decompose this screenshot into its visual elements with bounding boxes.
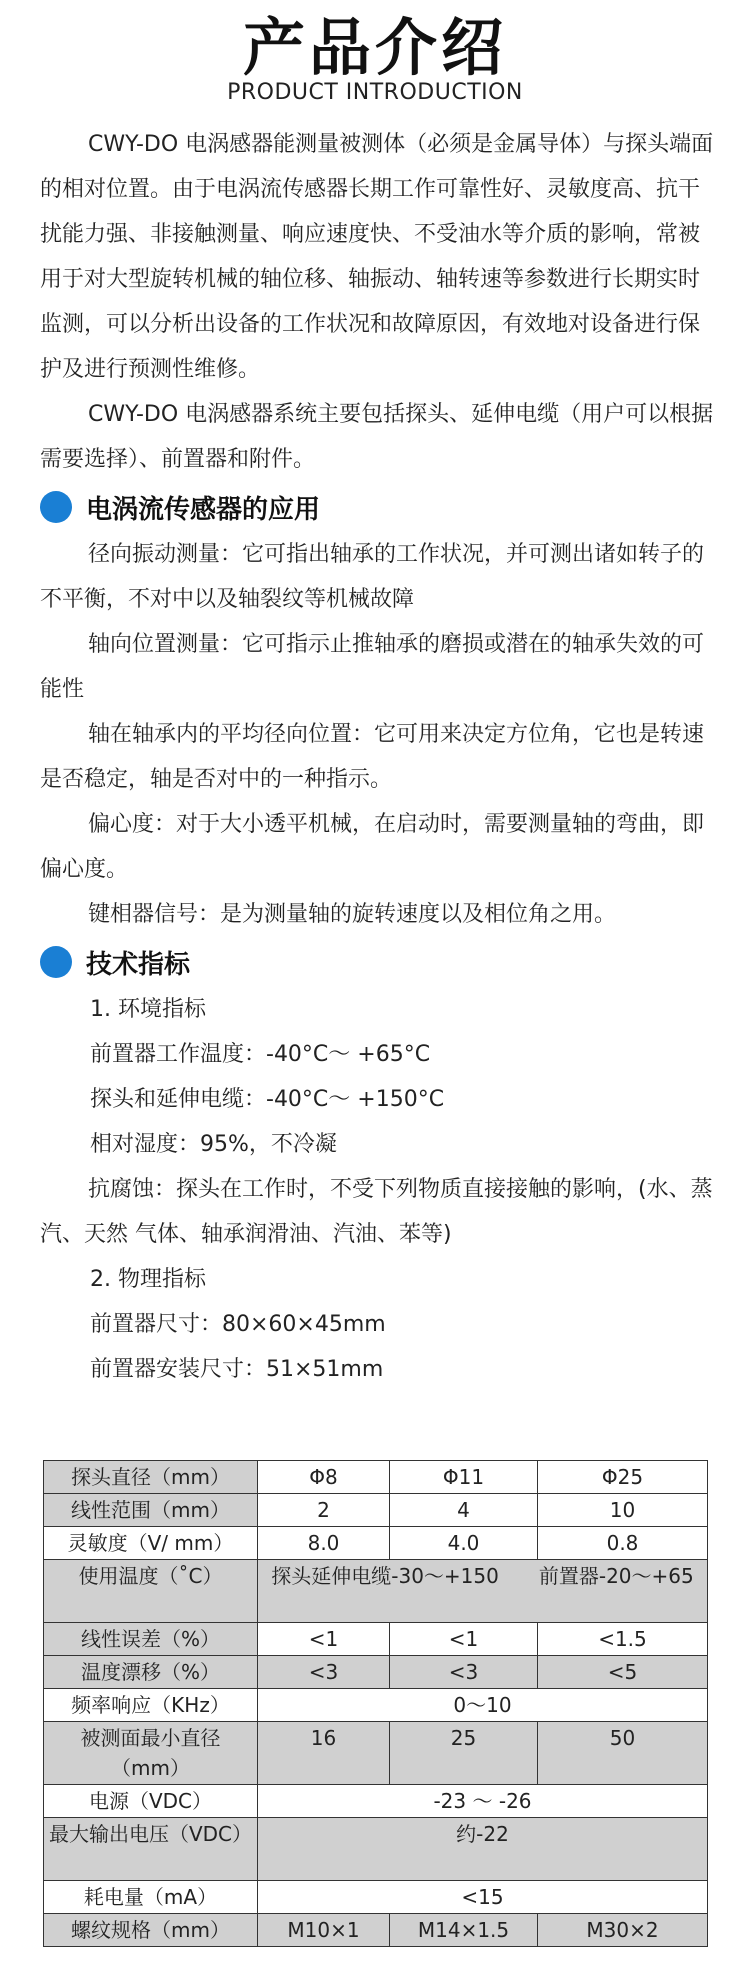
table-cell: 探头直径（mm） bbox=[44, 1461, 258, 1494]
table-cell: 4 bbox=[390, 1494, 538, 1527]
table-cell: 25 bbox=[390, 1722, 538, 1785]
table-cell: 约-22 bbox=[258, 1818, 708, 1881]
probe-temp: 探头和延伸电缆：-40°C～ +150°C bbox=[90, 1087, 445, 1112]
application-item: 轴在轴承内的平均径向位置：它可用来决定方位角，它也是转速是否稳定，轴是否对中的一种指示。 bbox=[40, 722, 705, 792]
application-item: 键相器信号：是为测量轴的旋转速度以及相位角之用。 bbox=[88, 902, 617, 927]
table-cell: 50 bbox=[538, 1722, 708, 1785]
table-cell: <1 bbox=[258, 1623, 390, 1656]
env-title: 1. 环境指标 bbox=[90, 997, 206, 1022]
table-cell: 最大输出电压（VDC） bbox=[44, 1818, 258, 1881]
table-row bbox=[44, 1818, 708, 1881]
table-cell: <1.5 bbox=[538, 1623, 708, 1656]
table-cell: 温度漂移（%） bbox=[44, 1656, 258, 1689]
table-cell: M14×1.5 bbox=[390, 1914, 538, 1947]
applications-heading bbox=[40, 484, 720, 530]
table-cell: Φ11 bbox=[390, 1461, 538, 1494]
table-cell: 0.8 bbox=[538, 1527, 708, 1560]
table-cell: 8.0 bbox=[258, 1527, 390, 1560]
table-row bbox=[44, 1689, 708, 1722]
table-cell: 2 bbox=[258, 1494, 390, 1527]
table-cell: 耗电量（mA） bbox=[44, 1881, 258, 1914]
phys-title: 2. 物理指标 bbox=[90, 1267, 206, 1292]
bullet-dot-icon bbox=[40, 491, 72, 523]
table-cell: 频率响应（KHz） bbox=[44, 1689, 258, 1722]
table-cell: -23 ～ -26 bbox=[258, 1785, 708, 1818]
page-subtitle: PRODUCT INTRODUCTION bbox=[227, 80, 523, 105]
table-cell: Φ25 bbox=[538, 1461, 708, 1494]
table-cell: 线性误差（%） bbox=[44, 1623, 258, 1656]
intro-paragraph-2: CWY-DO 电涡感器系统主要包括探头、延伸电缆（用户可以根据需要选择）、前置器和附件。 bbox=[40, 402, 714, 472]
table-row bbox=[44, 1656, 708, 1689]
table-row bbox=[44, 1722, 708, 1785]
table-cell: <3 bbox=[258, 1656, 390, 1689]
preamp-install-size: 前置器安装尺寸：51×51mm bbox=[90, 1357, 384, 1382]
env-temp: 前置器工作温度：-40°C～ +65°C bbox=[90, 1042, 431, 1067]
table-cell: M10×1 bbox=[258, 1914, 390, 1947]
table-row bbox=[44, 1881, 708, 1914]
table-cell: 灵敏度（V/ mm） bbox=[44, 1527, 258, 1560]
table-cell: <5 bbox=[538, 1656, 708, 1689]
table-cell: 10 bbox=[538, 1494, 708, 1527]
table-row bbox=[44, 1623, 708, 1656]
main-content bbox=[40, 122, 720, 1392]
table-cell: M30×2 bbox=[538, 1914, 708, 1947]
application-item: 轴向位置测量：它可指示止推轴承的磨损或潜在的轴承失效的可能性 bbox=[40, 632, 705, 702]
table-cell: 电源（VDC） bbox=[44, 1785, 258, 1818]
table-cell: 4.0 bbox=[390, 1527, 538, 1560]
table-cell: 螺纹规格（mm） bbox=[44, 1914, 258, 1947]
specs-heading bbox=[40, 939, 720, 985]
spec-table bbox=[43, 1460, 708, 1947]
humidity: 相对湿度：95%，不冷凝 bbox=[90, 1132, 337, 1157]
table-cell: <1 bbox=[390, 1623, 538, 1656]
table-cell: 被测面最小直径（mm） bbox=[44, 1722, 258, 1785]
table-row bbox=[44, 1494, 708, 1527]
specs-heading-text: 技术指标 bbox=[86, 949, 191, 980]
application-item: 径向振动测量：它可指出轴承的工作状况，并可测出诸如转子的不平衡，不对中以及轴裂纹等机械故障 bbox=[40, 542, 705, 612]
corrosion: 抗腐蚀：探头在工作时，不受下列物质直接接触的影响，(水、蒸汽、天然 气体、轴承润滑油、汽油、苯等) bbox=[40, 1177, 713, 1247]
table-row bbox=[44, 1785, 708, 1818]
table-row bbox=[44, 1914, 708, 1947]
table-row bbox=[44, 1560, 708, 1623]
table-cell: 线性范围（mm） bbox=[44, 1494, 258, 1527]
table-cell: Φ8 bbox=[258, 1461, 390, 1494]
table-cell: 0～10 bbox=[258, 1689, 708, 1722]
application-item: 偏心度：对于大小透平机械，在启动时，需要测量轴的弯曲，即偏心度。 bbox=[40, 812, 705, 882]
intro-paragraph-1: CWY-DO 电涡感器能测量被测体（必须是金属导体）与探头端面的相对位置。由于电涡流传感器长期工作可靠性好、灵敏度高、抗干扰能力强、非接触测量、响应速度快、不受油水等介质的影响，常被用于对大型旋转机械的轴位移、轴振动、轴转速等参数进行长期实时监测，可以分析出设备的工作状况和故障原因，有效地对设备进行保护及进行预测性维修。 bbox=[40, 132, 714, 382]
table-cell: 探头延伸电缆-30～+150 前置器-20～+65 bbox=[258, 1560, 708, 1623]
table-row bbox=[44, 1527, 708, 1560]
table-cell: <3 bbox=[390, 1656, 538, 1689]
bullet-dot-icon bbox=[40, 946, 72, 978]
preamp-size: 前置器尺寸：80×60×45mm bbox=[90, 1312, 386, 1337]
page-title: 产品介绍 bbox=[242, 11, 507, 84]
table-row bbox=[44, 1461, 708, 1494]
table-cell: 使用温度（˚C） bbox=[44, 1560, 258, 1623]
table-cell: 16 bbox=[258, 1722, 390, 1785]
table-cell: <15 bbox=[258, 1881, 708, 1914]
applications-heading-text: 电涡流传感器的应用 bbox=[86, 494, 321, 525]
